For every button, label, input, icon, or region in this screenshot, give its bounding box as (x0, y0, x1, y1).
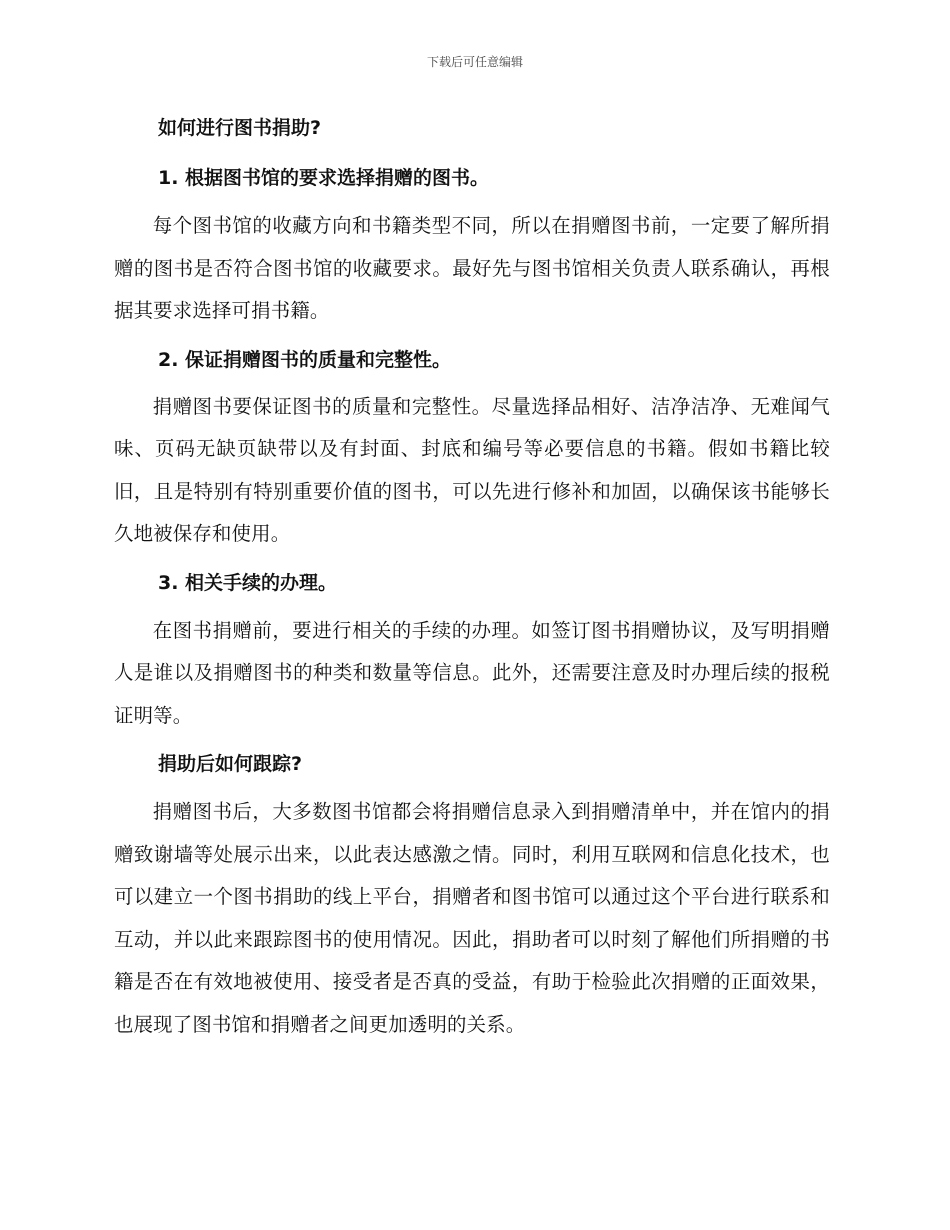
page-header: 下载后可任意编辑 (426, 55, 523, 69)
heading-1: 1. 根据图书馆的要求选择捐赠的图书。 (158, 167, 490, 189)
section-title: 如何进行图书捐助? (158, 117, 322, 139)
heading-3: 3. 相关手续的办理。 (158, 571, 338, 594)
paragraph-4: 捐赠图书后，大多数图书馆都会将捐赠信息录入到捐赠清单中，并在馆内的捐赠致谢墙等处展示出来，以此表达感激之情。同时，利用互联网和信息化技术，也可以建立一个图书捐助的线上平台，捐赠者和图书馆可以通过这个平台进行联系和互动，并以此来跟踪图书的使用情况。因此，捐助者可以时刻了解他们所捐赠的书籍是否在有效地被使用、接受者是否真的受益，有助于检验此次捐赠的正面效果，也展现了图书馆和捐赠者之间更加透明的关系。 (114, 800, 830, 1036)
paragraph-2: 捐赠图书要保证图书的质量和完整性。尽量选择品相好、洁净洁净、无难闻气味、页码无缺页缺带以及有封面、封底和编号等必要信息的书籍。假如书籍比较旧，且是特别有特别重要价值的图书，可以先进行修补和加固，以确保该书能够长久地被保存和使用。 (114, 394, 830, 545)
document-body (114, 110, 830, 1046)
heading-4: 捐助后如何跟踪? (158, 753, 303, 775)
paragraph-3: 在图书捐赠前，要进行相关的手续的办理。如签订图书捐赠协议，及写明捐赠人是谁以及捐赠图书的种类和数量等信息。此外，还需要注意及时办理后续的报税证明等。 (114, 618, 830, 727)
heading-2: 2. 保证捐赠图书的质量和完整性。 (158, 348, 452, 371)
paragraph-1: 每个图书馆的收藏方向和书籍类型不同，所以在捐赠图书前，一定要了解所捐赠的图书是否符合图书馆的收藏要求。最好先与图书馆相关负责人联系确认，再根据其要求选择可捐书籍。 (114, 214, 830, 322)
